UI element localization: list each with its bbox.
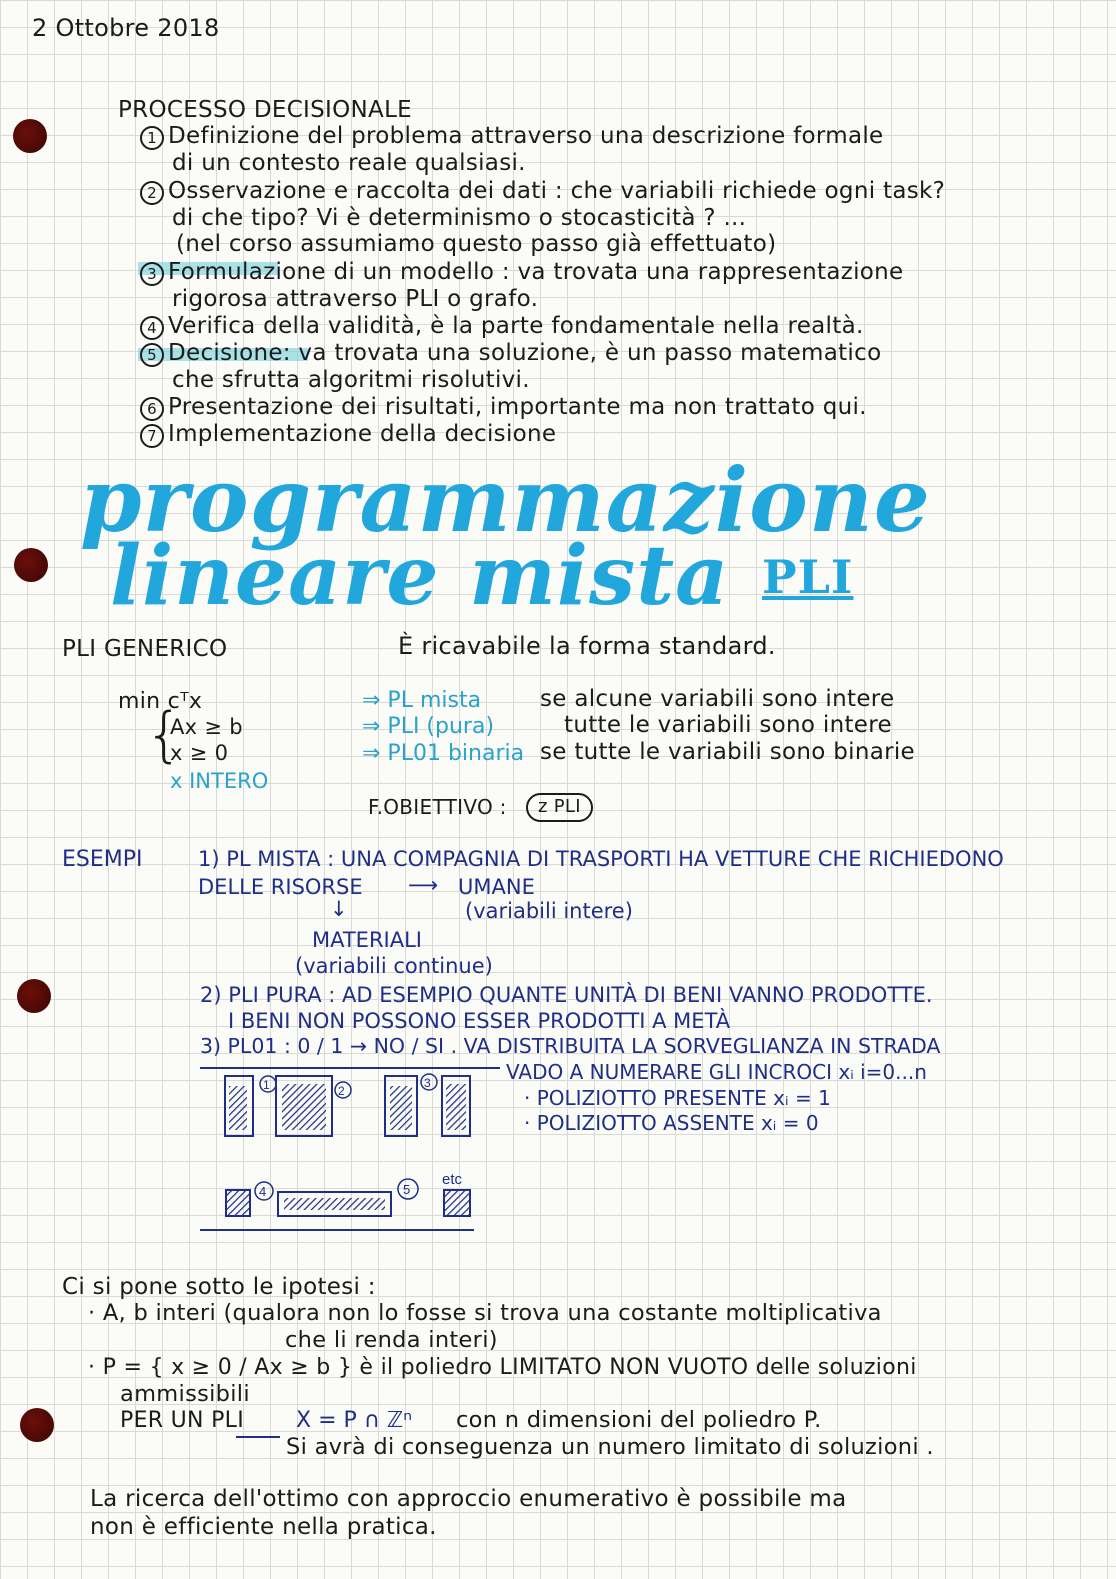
processo-line: 1 Definizione del problema attraverso una descrizione formale <box>140 124 884 150</box>
obiettivo-label: F.OBIETTIVO : <box>368 795 507 819</box>
intersection-label: 3 <box>424 1076 431 1090</box>
esempio-1-line1: 1) PL MISTA : UNA COMPAGNIA DI TRASPORTI HA VETTURE CHE RICHIEDONO <box>198 847 1004 871</box>
ipotesi-intro: Ci si pone sotto le ipotesi : <box>62 1274 376 1300</box>
obiettivo-value: z PLI <box>526 793 593 822</box>
esempio-2-line1: 2) PLI PURA : AD ESEMPIO QUANTE UNITÀ DI BENI VANNO PRODOTTE. <box>200 983 933 1007</box>
ipotesi-line: con n dimensioni del poliedro P. <box>456 1407 822 1433</box>
processo-line: di che tipo? Vi è determinismo o stocasticità ? ... <box>172 205 747 231</box>
pli-type-desc: tutte le variabili sono intere <box>564 712 892 738</box>
intersection-label-etc: etc <box>442 1171 463 1188</box>
pli-generico-note: È ricavabile la forma standard. <box>398 632 776 660</box>
intersection-label: 1 <box>263 1078 270 1092</box>
model-constraint: Ax ≥ b <box>170 715 243 739</box>
model-constraint-integer: x INTERO <box>170 769 269 793</box>
ipotesi-line: · P = { x ≥ 0 / Ax ≥ b } è il poliedro LIMITATO NON VUOTO delle soluzioni <box>88 1355 917 1380</box>
processo-line: 4 Verifica della validità, è la parte fondamentale nella realtà. <box>140 314 864 340</box>
model-constraint: x ≥ 0 <box>170 741 229 765</box>
pli-type-label: ⇒ PL01 binaria <box>362 741 525 766</box>
intersection-label: 2 <box>338 1084 345 1098</box>
ipotesi-pli-formula: X = P ∩ ℤⁿ <box>296 1408 412 1433</box>
esempio-1-materiali-note: (variabili continue) <box>295 954 493 978</box>
building-block <box>390 1086 412 1130</box>
ipotesi-line: che li renda interi) <box>285 1327 498 1353</box>
esempio-3-bullet: · POLIZIOTTO ASSENTE xᵢ = 0 <box>524 1111 819 1135</box>
ipotesi-pli-label: PER UN PLI <box>120 1408 245 1433</box>
building-block <box>446 1084 466 1130</box>
processo-line: 5 Decisione: va trovata una soluzione, è un passo matematico <box>140 341 881 367</box>
building-block <box>282 1084 326 1130</box>
building-block <box>229 1086 247 1130</box>
processo-line: (nel corso assumiamo questo passo già effettuato) <box>176 231 777 257</box>
building-block <box>284 1198 385 1210</box>
esempio-1-line2: DELLE RISORSE <box>198 875 363 899</box>
esempio-1-umane-note: (variabili intere) <box>465 899 633 923</box>
building-block <box>226 1190 250 1216</box>
intersection-label: 4 <box>259 1184 267 1199</box>
model-objective: min cᵀx <box>118 689 203 714</box>
processo-line: 6 Presentazione dei risultati, importante ma non trattato qui. <box>140 395 867 421</box>
intersection-label: 5 <box>403 1182 411 1197</box>
processo-line: di un contesto reale qualsiasi. <box>172 150 526 176</box>
esempio-3-line1: 3) PL01 : 0 / 1 → NO / SI . VA DISTRIBUITA LA SORVEGLIANZA IN STRADA <box>200 1034 941 1058</box>
processo-line: rigorosa attraverso PLI o grafo. <box>172 286 539 312</box>
conclusione-line: La ricerca dell'ottimo con approccio enumerativo è possibile ma <box>90 1486 847 1512</box>
pli-type-label: ⇒ PLI (pura) <box>362 714 495 739</box>
page-date: 2 Ottobre 2018 <box>32 14 220 42</box>
ipotesi-line: · A, b interi (qualora non lo fosse si trova una costante moltiplicativa <box>88 1300 882 1326</box>
processo-line: 3 Formulazione di un modello : va trovata una rappresentazione <box>140 260 903 286</box>
underline <box>236 1436 280 1438</box>
ipotesi-line: ammissibili <box>120 1381 250 1407</box>
arrow-right: ⟶ <box>408 873 439 897</box>
conclusione-line: non è efficiente nella pratica. <box>90 1514 437 1540</box>
model-brace: { <box>145 700 184 770</box>
processo-line: 7 Implementazione della decisione <box>140 422 556 448</box>
pli-generico-heading: PLI GENERICO <box>62 636 228 662</box>
building-block <box>444 1190 470 1216</box>
pli-type-desc: se alcune variabili sono intere <box>540 686 895 712</box>
section-heading-processo: PROCESSO DECISIONALE <box>118 97 413 123</box>
arrow-down: ↓ <box>330 897 348 921</box>
pli-type-desc: se tutte le variabili sono binarie <box>540 739 915 765</box>
pli-type-label: ⇒ PL mista <box>362 688 482 713</box>
esempio-3-line2: VADO A NUMERARE GLI INCROCI xᵢ i=0...n <box>506 1060 927 1084</box>
esempio-3-bullet: · POLIZIOTTO PRESENTE xᵢ = 1 <box>524 1086 831 1110</box>
esempio-1-umane: UMANE <box>458 875 535 899</box>
esempio-2-line2: I BENI NON POSSONO ESSER PRODOTTI A METÀ <box>228 1009 731 1033</box>
ipotesi-line: Si avrà di conseguenza un numero limitato di soluzioni . <box>286 1434 934 1460</box>
esempio-1-materiali: MATERIALI <box>312 928 422 952</box>
processo-line: 2 Osservazione e raccolta dei dati : che variabili richiede ogni task? <box>140 179 945 205</box>
page-title-line2: lineare mista <box>110 528 730 624</box>
processo-line: che sfrutta algoritmi risolutivi. <box>172 367 530 393</box>
page-title-tag: PLI <box>762 550 854 604</box>
esempi-heading: ESEMPI <box>62 847 143 872</box>
page-title-line1: programmazione <box>80 448 931 552</box>
